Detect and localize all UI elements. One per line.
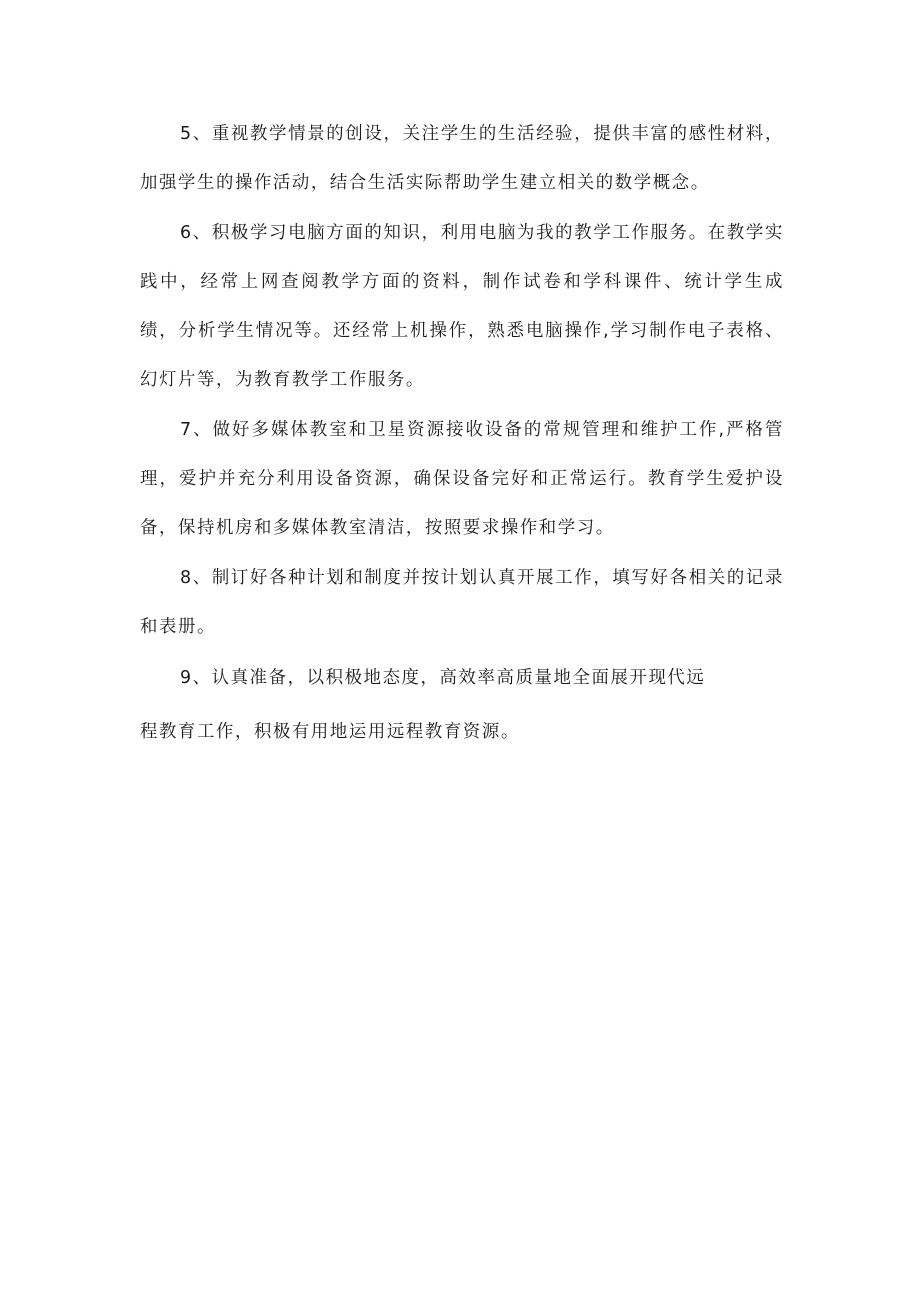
paragraph-item-6: 6、积极学习电脑方面的知识，利用电脑为我的教学工作服务。在教学实践中，经常上网查阅教学方面的资料，制作试卷和学科课件、统计学生成绩，分析学生情况等。还经常上机操作，熟悉电脑操作,学习制作电子表格、幻灯片等，为教育教学工作服务。	[140, 223, 784, 390]
document-body	[140, 110, 784, 759]
paragraph-item-9-line-2: 程教育工作，积极有用地运用远程教育资源。	[140, 722, 520, 743]
paragraph-item-9-line-1: 9、认真准备，以积极地态度，高效率高质量地全面展开现代远	[180, 667, 706, 688]
paragraph-item-7: 7、做好多媒体教室和卫星资源接收设备的常规管理和维护工作,严格管理，爱护并充分利用设备资源，确保设备完好和正常运行。教育学生爱护设备，保持机房和多媒体教室清洁，按照要求操作和学习。	[140, 420, 784, 538]
paragraph-item-5: 5、重视教学情景的创设，关注学生的生活经验，提供丰富的感性材料，加强学生的操作活动，结合生活实际帮助学生建立相关的数学概念。	[140, 124, 784, 193]
paragraph-item-8: 8、制订好各种计划和制度并按计划认真开展工作，填写好各相关的记录和表册。	[140, 568, 784, 638]
